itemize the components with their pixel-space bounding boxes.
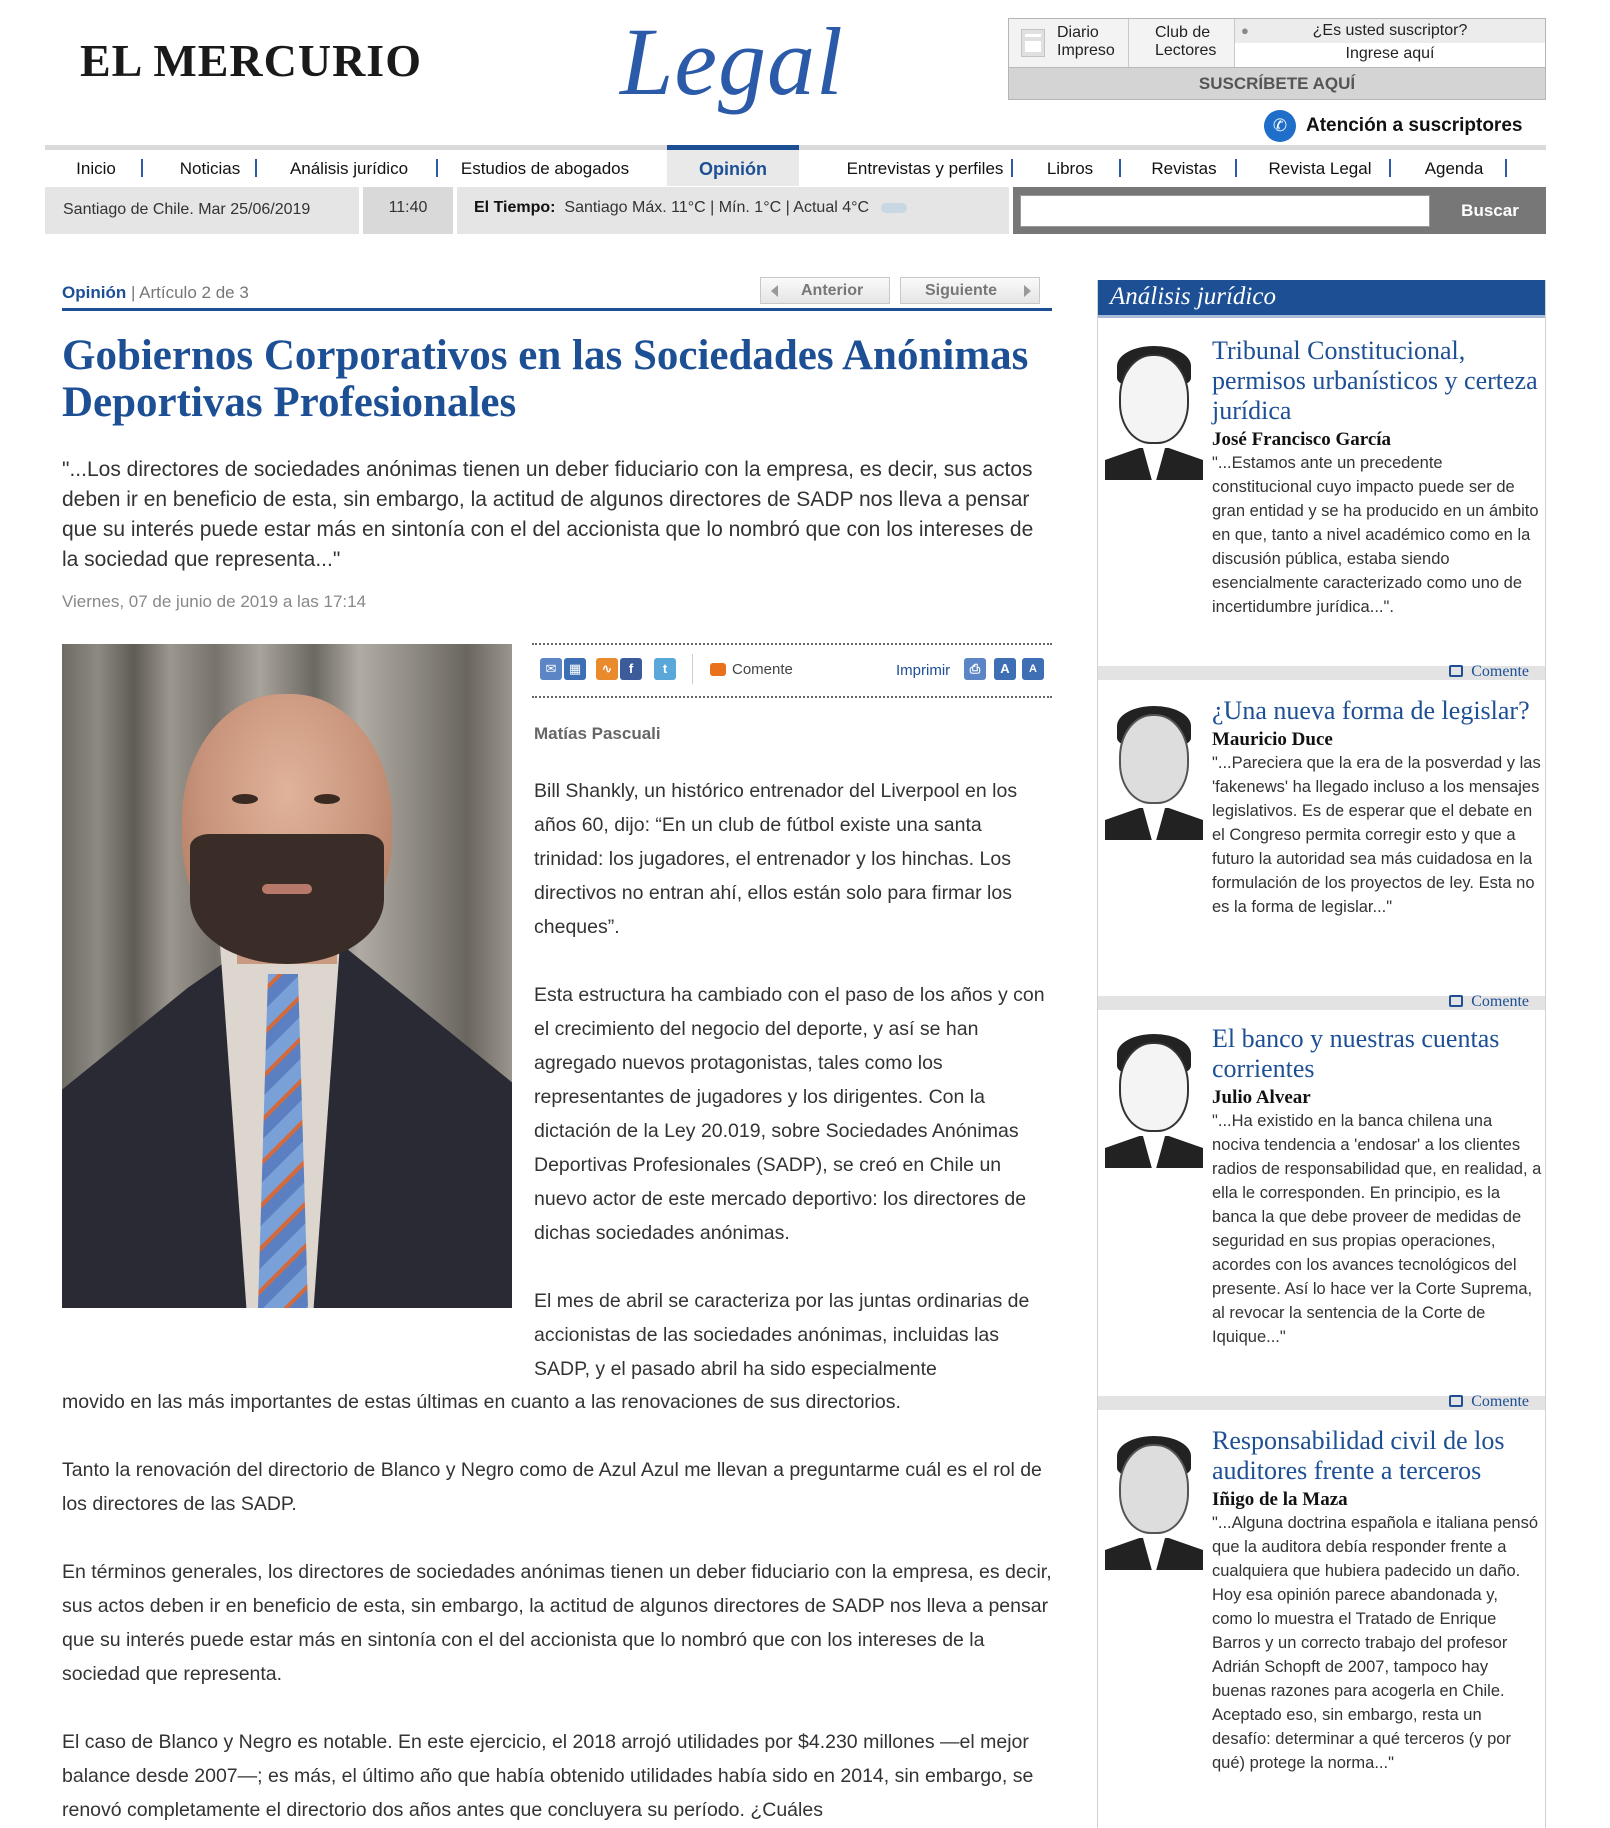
- atencion-suscriptores-link[interactable]: [1264, 108, 1522, 144]
- sidebar-article-excerpt: "...Alguna doctrina española e italiana pensó que la auditora debía responder frente a cualquiera que hubiera padecido un daño. Hoy esa opinión parece abandonada y, como lo muestra el Tratado de Enrique Barros y un correcto trabajo del profesor Adrián Schopft de 2007, tampoco hay buenas razones para acogerla en Chile. Aceptado eso, sin embargo, resta un desafío: determinar a qué terceros (y por qué) protege la norma...": [1212, 1514, 1539, 1772]
- nav-separator: [436, 159, 438, 177]
- breadcrumb-section[interactable]: Opinión: [62, 283, 127, 302]
- breadcrumb-position: | Artículo 2 de 3: [130, 283, 249, 302]
- article-date: Viernes, 07 de junio de 2019 a las 17:14: [62, 592, 367, 611]
- sidebar-comment-label: Comente: [1471, 1393, 1529, 1410]
- nav-separator: [141, 159, 143, 177]
- sidebar-article-author: Julio Alvear: [1212, 1087, 1311, 1108]
- arrow-left-icon: [771, 285, 778, 297]
- current-date: Santiago de Chile. Mar 25/06/2019: [45, 187, 359, 234]
- club-lectores-link[interactable]: [1129, 19, 1235, 67]
- share-toolbar: [532, 643, 1052, 698]
- ingrese-link[interactable]: Ingrese aquí: [1345, 45, 1435, 62]
- newspaper-icon: [1021, 29, 1045, 57]
- subscriber-box: [1008, 18, 1546, 100]
- nav-separator: [255, 159, 257, 177]
- suscribete-button[interactable]: SUSCRÍBETE AQUÍ: [1009, 67, 1545, 99]
- subscriber-login[interactable]: [1235, 19, 1545, 67]
- article-body-wide: [62, 1385, 1052, 1828]
- article-paragraph: El caso de Blanco y Negro es notable. En este ejercicio, el 2018 arrojó utilidades por $4.230 millones —el mejor balance desde 2007—; es más, el último año que había obtenido utilidades había sido en 2014, sin embargo, se renovó completamente el directorio dos años antes que concluyera su período. ¿Cuáles: [62, 1731, 1034, 1821]
- nav-separator: [1235, 159, 1237, 177]
- article-paragraph: Tanto la renovación del directorio de Blanco y Negro como de Azul Azul me llevan a preguntarme cuál es el rol de los directores de las SADP.: [62, 1459, 1042, 1515]
- legal-logo[interactable]: Legal: [620, 8, 844, 115]
- sidebar-article-title[interactable]: Tribunal Constitucional, permisos urbanísticos y certeza jurídica: [1212, 336, 1538, 425]
- sidebar-analisis-juridico: [1097, 280, 1546, 1828]
- article-paragraph: El mes de abril se caracteriza por las juntas ordinarias de accionistas de las sociedades anónimas, incluidas las SADP, y el pasado abril ha sido especialmente: [534, 1290, 1030, 1380]
- search-input[interactable]: [1020, 195, 1430, 227]
- arrow-right-icon: [1024, 285, 1031, 297]
- print-link[interactable]: Imprimir: [896, 662, 951, 679]
- phone-icon: ✆: [1264, 110, 1296, 142]
- sidebar-comment-link[interactable]: [1449, 993, 1529, 1011]
- nav-item-noticias[interactable]: Noticias: [179, 159, 241, 178]
- sidebar-heading[interactable]: Análisis jurídico: [1098, 280, 1545, 318]
- previous-article-button[interactable]: [760, 277, 890, 304]
- comment-label: Comente: [732, 661, 793, 678]
- nav-item-agenda[interactable]: Agenda: [1424, 159, 1484, 178]
- author-portrait: [1105, 700, 1203, 840]
- nav-separator: [1505, 159, 1507, 177]
- cloud-icon: [881, 203, 907, 213]
- comment-icon: [1449, 995, 1463, 1007]
- comment-bubble-icon: [710, 663, 726, 676]
- sidebar-comment-link[interactable]: [1449, 663, 1529, 681]
- weather-label: El Tiempo:: [474, 199, 556, 216]
- sidebar-article-author: Iñigo de la Maza: [1212, 1489, 1348, 1510]
- sidebar-article-excerpt: "...Ha existido en la banca chilena una nociva tendencia a 'endosar' a los clientes radios de responsabilidad que, en realidad, a ella le corresponden. En principio, es la banca la que debe proveer de medidas de seguridad en sus propias operaciones, acordes con los avances tecnológicos del presente. Así lo hace ver la Corte Suprema, al revocar la sentencia de la Corte de Iquique...": [1212, 1112, 1542, 1346]
- weather-widget: [457, 187, 1009, 234]
- sidebar-comment-link[interactable]: [1449, 1393, 1529, 1411]
- search-button[interactable]: Buscar: [1461, 201, 1519, 220]
- nav-item-entrevistas[interactable]: Entrevistas y perfiles: [846, 159, 1004, 178]
- article-author: Matías Pascuali: [534, 724, 661, 743]
- diario-impreso-link[interactable]: [1009, 19, 1129, 67]
- sidebar-article-title[interactable]: El banco y nuestras cuentas corrientes: [1212, 1024, 1500, 1083]
- sidebar-article-title[interactable]: Responsabilidad civil de los auditores frente a terceros: [1212, 1426, 1505, 1485]
- sidebar-article: [1098, 1420, 1545, 1820]
- sidebar-article-author: Mauricio Duce: [1212, 729, 1333, 750]
- article-paragraph: Esta estructura ha cambiado con el paso de los años y con el crecimiento del negocio del deporte, y así se han agregado nuevos protagonistas, tales como los representantes de jugadores y los dirigentes. Con la dictación de la Ley 20.019, sobre Sociedades Anónimas Deportivas Profesionales (SADP), se creó en Chile un nuevo actor de este mercado deportivo: los directores de dichas sociedades anónimas.: [534, 984, 1045, 1244]
- nav-item-opinion[interactable]: Opinión: [667, 145, 799, 186]
- weather-text: Santiago Máx. 11°C | Mín. 1°C | Actual 4°C: [564, 199, 870, 216]
- toolbar-divider: [692, 654, 693, 684]
- font-smaller-icon[interactable]: A: [1022, 658, 1044, 680]
- sidebar-article-excerpt: "...Pareciera que la era de la posverdad y las 'fakenews' ha llegado incluso a los mensajes legislativos. Es de esperar que el debate en el Congreso permita corregir esto y que a futuro la autoridad sea más cuidadosa en la formulación de los proyectos de ley. Esta no es la forma de legislar...": [1212, 754, 1541, 916]
- nav-separator: [1389, 159, 1391, 177]
- info-bar: [45, 187, 1546, 234]
- user-icon: ●: [1241, 23, 1249, 38]
- nav-separator: [1119, 159, 1121, 177]
- search-bar: [1013, 187, 1546, 234]
- nav-item-inicio[interactable]: Inicio: [76, 159, 116, 178]
- el-mercurio-logo[interactable]: EL MERCURIO: [80, 35, 422, 86]
- sidebar-article: [1098, 690, 1545, 990]
- nav-item-revista-legal[interactable]: Revista Legal: [1268, 159, 1372, 178]
- twitter-icon[interactable]: t: [654, 658, 676, 680]
- breadcrumb-rule: [62, 308, 1052, 311]
- email-icon[interactable]: ✉: [540, 658, 562, 680]
- current-time: 11:40: [363, 187, 453, 234]
- comment-link[interactable]: [710, 661, 793, 678]
- sidebar-comment-label: Comente: [1471, 663, 1529, 680]
- breadcrumb: [62, 283, 249, 303]
- article-body-narrow: [534, 774, 1052, 1420]
- next-article-button[interactable]: [900, 277, 1040, 304]
- nav-item-libros[interactable]: Libros: [1046, 159, 1094, 178]
- nav-item-estudios-abogados[interactable]: Estudios de abogados: [460, 159, 630, 178]
- sidebar-article: [1098, 330, 1545, 660]
- sidebar-article-excerpt: "...Estamos ante un precedente constitucional cuyo impacto puede ser de gran entidad y se ha producido en un ámbito en que, tanto a nivel académico como en la discusión pública, estaba siendo esencialmente caracterizado como uno de incertidumbre jurídica...".: [1212, 454, 1539, 616]
- author-photo: [62, 644, 512, 1308]
- sidebar-comment-label: Comente: [1471, 993, 1529, 1010]
- printer-icon[interactable]: ⎙: [964, 658, 986, 680]
- article-paragraph: Bill Shankly, un histórico entrenador del Liverpool en los años 60, dijo: “En un club de fútbol existe una santa trinidad: los jugadores, el entrenador y los hinchas. Los directivos no entran ahí, ellos están solo para firmar los cheques”.: [534, 780, 1018, 938]
- rss-icon[interactable]: ∿: [596, 658, 618, 680]
- font-larger-icon[interactable]: A: [994, 658, 1016, 680]
- diario-impreso-label: Diario Impreso: [1057, 24, 1115, 59]
- next-label: Siguiente: [925, 282, 998, 299]
- article-paragraph: En términos generales, los directores de sociedades anónimas tienen un deber fiduciario con la empresa, es decir, sus actos deben ir en beneficio de esta, sin embargo, la actitud de algunos directores de SADP nos lleva a pensar que su interés puede estar más en sintonía con el del accionista que lo nombró que con los intereses de la sociedad que representa.: [62, 1561, 1052, 1685]
- sidebar-article-author: José Francisco García: [1212, 429, 1392, 450]
- comment-icon: [1449, 1395, 1463, 1407]
- atencion-label: Atención a suscriptores: [1306, 115, 1523, 136]
- delicious-icon[interactable]: ▦: [564, 658, 586, 680]
- comment-icon: [1449, 665, 1463, 677]
- club-lectores-label: Club de Lectores: [1155, 24, 1217, 59]
- nav-item-analisis-juridico[interactable]: Análisis jurídico: [289, 159, 409, 178]
- author-portrait: [1105, 1028, 1203, 1168]
- nav-separator: [1011, 159, 1013, 177]
- sidebar-article: [1098, 1018, 1545, 1388]
- article-paragraph: movido en las más importantes de estas últimas en cuanto a las renovaciones de sus directorios.: [62, 1391, 901, 1413]
- author-portrait: [1105, 1430, 1203, 1570]
- es-suscriptor-label: ¿Es usted suscriptor?: [1312, 22, 1468, 39]
- main-nav: [45, 150, 1546, 186]
- previous-label: Anterior: [801, 282, 864, 299]
- sidebar-article-title[interactable]: ¿Una nueva forma de legislar?: [1212, 696, 1530, 725]
- nav-item-revistas[interactable]: Revistas: [1151, 159, 1217, 178]
- article-lead: "...Los directores de sociedades anónimas tienen un deber fiduciario con la empresa, es decir, sus actos deben ir en beneficio de esta, sin embargo, la actitud de algunos directores de SADP nos lleva a pensar que su interés puede estar más en sintonía con el del accionista que lo nombró que con los intereses de la sociedad que representa...": [62, 458, 1034, 571]
- article-title: Gobiernos Corporativos en las Sociedades Anónimas Deportivas Profesionales: [62, 332, 1029, 426]
- facebook-icon[interactable]: f: [620, 658, 642, 680]
- author-portrait: [1105, 340, 1203, 480]
